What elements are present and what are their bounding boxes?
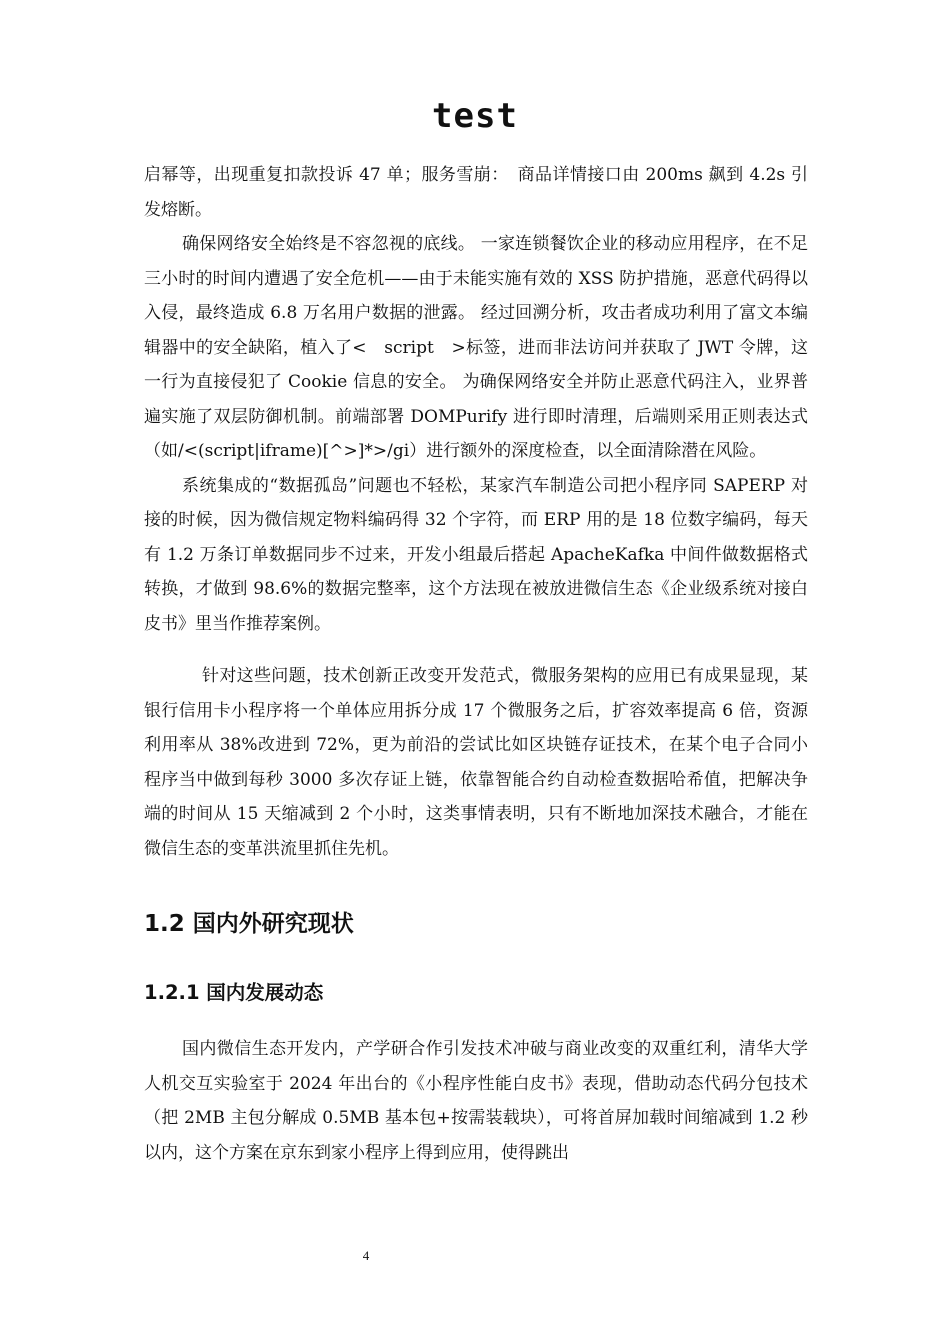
subsection-heading: 1.2.1 国内发展动态: [144, 981, 324, 1004]
paragraph-continuation: 启幂等，出现重复扣款投诉 47 单；服务雪崩： 商品详情接口由 200ms 飙到 4.2s 引发熔断。: [144, 165, 808, 220]
paragraph-domestic: 国内微信生态开发内，产学研合作引发技术冲破与商业改变的双重红利，清华大学人机交互实验室于 2024 年出台的《小程序性能白皮书》表现，借助动态代码分包技术（把 2MB 主包分解成 0.5MB 基本包+按需装载块），可将首屏加载时间缩减到 1.2 秒以内，这个方案在京东到家小程序上得到应用，使得跳出: [144, 1039, 808, 1163]
page-header-title: test: [432, 96, 518, 136]
paragraph-security: 确保网络安全始终是不容忽视的底线。 一家连锁餐饮企业的移动应用程序，在不足三小时的时间内遭遇了安全危机——由于未能实施有效的 XSS 防护措施，恶意代码得以入侵，最终造成 6.8 万名用户数据的泄露。 经过回溯分析，攻击者成功利用了富文本编辑器中的安全缺陷，植入了< script >标签，进而非法访问并获取了 JWT 令牌，这一行为直接侵犯了 Cookie 信息的安全。 为确保网络安全并防止恶意代码注入，业界普遍实施了双层防御机制。前端部署 DOMPurify 进行即时清理，后端则采用正则表达式（如/<(script|iframe)[^>]*>/gi）进行额外的深度检查，以全面清除潜在风险。: [144, 234, 808, 461]
document-body: [144, 158, 808, 1170]
paragraph-tech-innovation: 针对这些问题，技术创新正改变开发范式，微服务架构的应用已有成果显现，某银行信用卡小程序将一个单体应用拆分成 17 个微服务之后，扩容效率提高 6 倍，资源利用率从 38%改进到 72%，更为前沿的尝试比如区块链存证技术，在某个电子合同小程序当中做到每秒 3000 多次存证上链，依靠智能合约自动检查数据哈希值，把解决争端的时间从 15 天缩减到 2 个小时，这类事情表明，只有不断地加深技术融合，才能在微信生态的变革洪流里抓住先机。: [144, 666, 808, 859]
section-heading: 1.2 国内外研究现状: [144, 911, 354, 937]
paragraph-data-silo: 系统集成的“数据孤岛”问题也不轻松，某家汽车制造公司把小程序同 SAPERP 对接的时候，因为微信规定物料编码得 32 个字符，而 ERP 用的是 18 位数字编码，每天有 1.2 万条订单数据同步不过来，开发小组最后搭起 ApacheKafka 中间件做数据格式转换，才做到 98.6%的数据完整率，这个方法现在被放进微信生态《企业级系统对接白皮书》里当作推荐案例。: [144, 475, 808, 634]
page-number: 4: [362, 1248, 370, 1263]
